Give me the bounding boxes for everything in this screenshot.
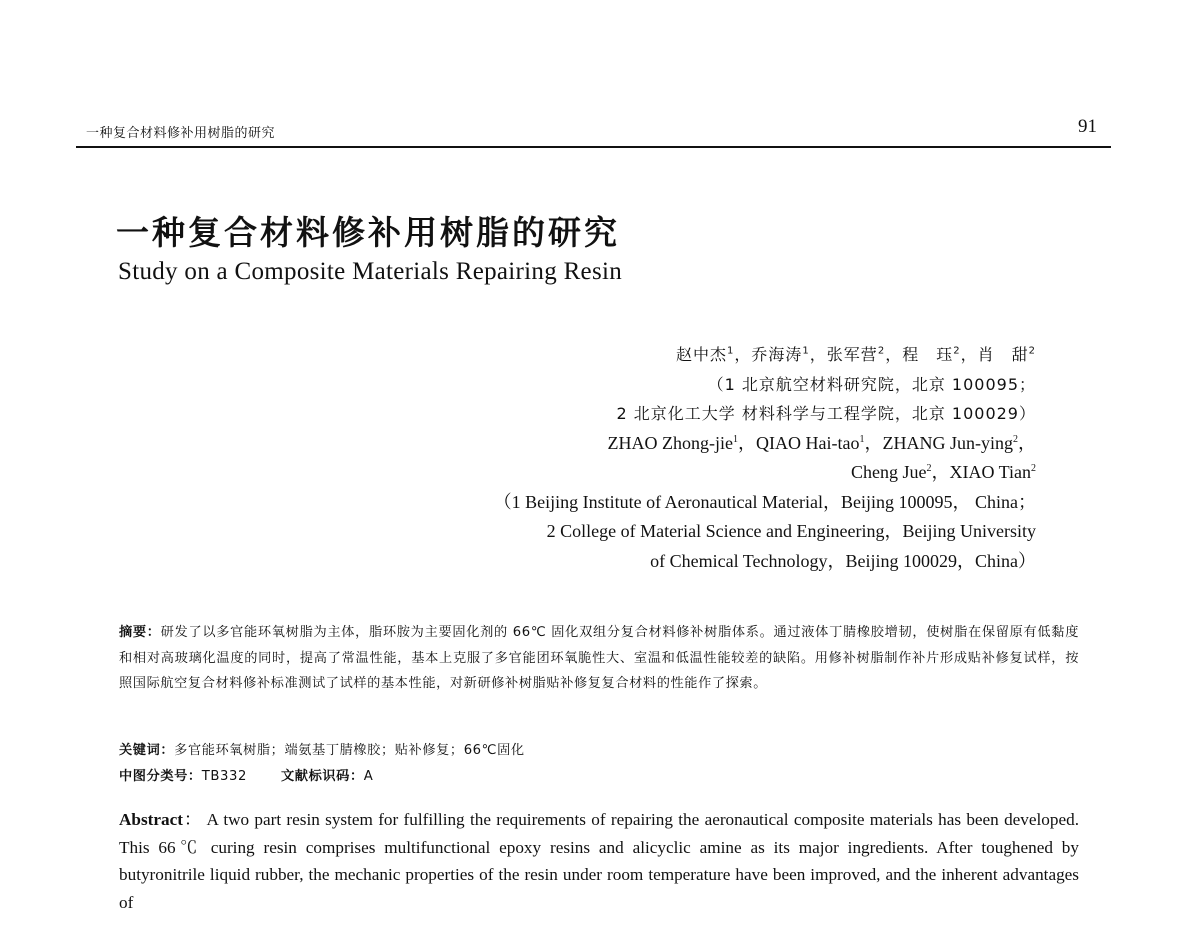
affiliation-en-1: （1 Beijing Institute of Aeronautical Material，Beijing 100095， China； [493, 491, 1036, 512]
author-name: Cheng Jue [850, 462, 927, 482]
author-affiliation-mark: 1 [733, 433, 739, 445]
authors-cn [276, 340, 1036, 370]
author-name: ZHANG Jun-ying [882, 432, 1013, 453]
author-separator: ， [885, 345, 903, 364]
abstract-cn-text: 研发了以多官能环氧树脂为主体，脂环胺为主要固化剂的 66℃ 固化双组分复合材料修补树脂体系。通过液体丁腈橡胶增韧，使树脂在保留原有低黏度和相对高玻璃化温度的同时，提高了常温性能，基本上克服了多官能团环氧脆性大、室温和低温性能较差的缺陷。用修补树脂制作补片形成贴补修复试样，按照国际航空复合材料修补标准测试了试样的基本性能，对新研修补树脂贴补修复复合材料的性能作了探索。 [119, 625, 1079, 691]
classification-label: 中图分类号： [119, 769, 202, 784]
author-name: 程 珏 [902, 345, 954, 364]
page-number: 91 [1078, 116, 1097, 137]
affiliation-en-2: 2 College of Material Science and Engineering，Beijing University [546, 521, 1036, 541]
author-separator: ， [1018, 432, 1036, 453]
running-header [76, 116, 1111, 148]
author-separator: ， [809, 345, 827, 364]
author-affiliation-mark: 2 [1028, 345, 1036, 357]
abstract-en-sep: ： [182, 810, 207, 829]
affiliation-cn-1: （1 北京航空材料研究院，北京 100095； [707, 374, 1036, 394]
author-name: QIAO Hai-tao [756, 432, 860, 453]
authors-en-line-2 [276, 458, 1036, 488]
author-name: 乔海涛 [751, 345, 803, 364]
keywords-text: 多官能环氧树脂；端氨基丁腈橡胶；贴补修复；66℃固化 [174, 743, 525, 758]
abstract-cn-label: 摘要： [119, 625, 161, 640]
author-name: 肖 甜 [977, 345, 1029, 364]
paper-title-chinese: 一种复合材料修补用树脂的研究 [116, 213, 620, 252]
author-name: 张军营 [826, 345, 878, 364]
author-affiliation-mark: 1 [727, 345, 735, 357]
author-affiliation-mark: 2 [953, 345, 961, 357]
author-block [276, 340, 1036, 576]
abstract-english [119, 806, 1079, 916]
abstract-en-text: A two part resin system for fulfilling the requirements of repairing the aeronautical composite materials has been developed. This 66℃ curing resin comprises multifunctional epoxy resins and alicyclic amine as its major ingredients. After toughened by butyronitrile liquid rubber, the mechanic properties of the resin under room temperature have been improved, and the inherent advantages of [119, 810, 1079, 912]
doc-code-label: 文献标识码： [281, 769, 364, 784]
author-affiliation-mark: 2 [1013, 433, 1018, 445]
running-title: 一种复合材料修补用树脂的研究 [86, 126, 276, 141]
author-separator: ， [864, 432, 883, 453]
abstract-en-label: Abstract [119, 810, 183, 829]
author-name: XIAO Tian [949, 462, 1031, 482]
keywords-label: 关键词： [119, 743, 175, 758]
author-affiliation-mark: 2 [877, 345, 886, 357]
author-separator: ， [960, 345, 978, 364]
author-separator: ， [734, 345, 752, 364]
paper-title-english: Study on a Composite Materials Repairing Resin [118, 258, 623, 285]
author-name: 赵中杰 [675, 345, 727, 364]
affiliation-en-3: of Chemical Technology，Beijing 100029，China） [650, 550, 1036, 571]
author-affiliation-mark: 2 [926, 463, 932, 474]
author-name: ZHAO Zhong-jie [607, 432, 734, 453]
author-separator: ， [738, 432, 757, 453]
classification-line [119, 765, 373, 784]
authors-en-line-1 [276, 429, 1036, 459]
doc-code-value: A [363, 769, 374, 784]
classification-value: TB332 [201, 769, 248, 784]
author-affiliation-mark: 1 [802, 345, 810, 357]
author-separator: ， [931, 462, 950, 482]
author-affiliation-mark: 2 [1031, 463, 1036, 474]
author-affiliation-mark: 1 [859, 433, 865, 445]
abstract-chinese [119, 620, 1079, 697]
affiliation-cn-2: 2 北京化工大学 材料科学与工程学院，北京 100029） [616, 404, 1036, 423]
keywords-line [119, 739, 525, 758]
